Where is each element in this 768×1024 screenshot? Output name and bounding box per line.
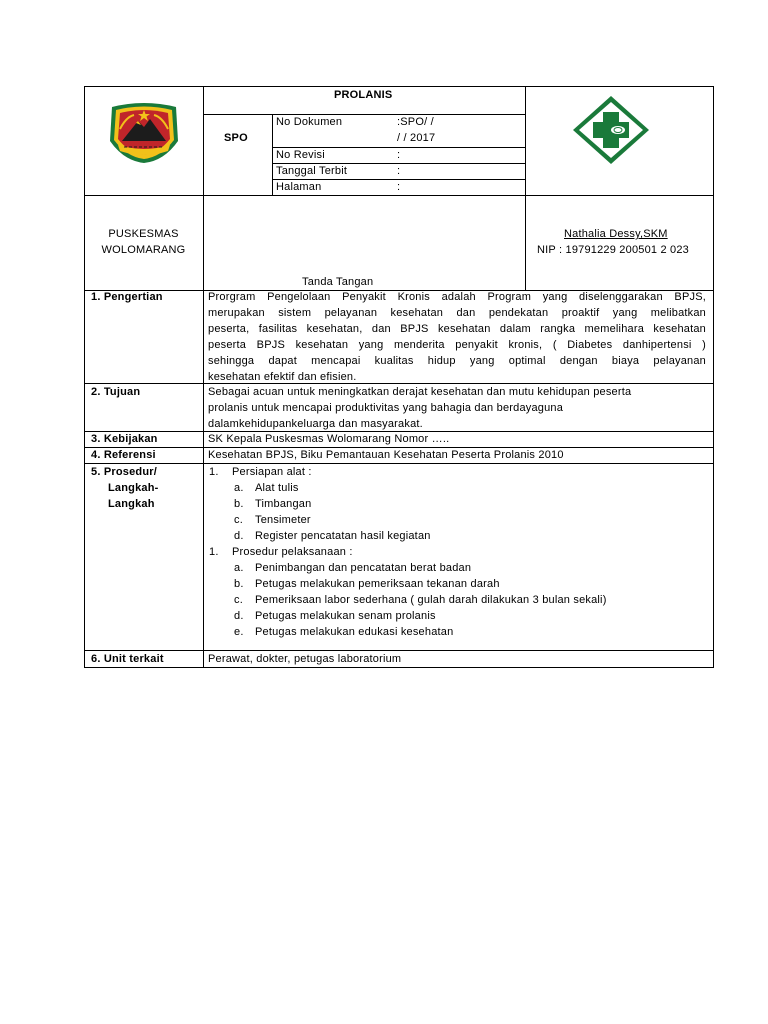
- signer-name: Nathalia Dessy,SKM: [564, 228, 668, 240]
- border-left: [84, 86, 85, 668]
- tujuan-label: 2. Tujuan: [91, 386, 141, 398]
- halaman-value: :: [397, 181, 401, 193]
- list-item: Tensimeter: [255, 514, 311, 526]
- pengertian-text: Prorgram Pengelolaan Penyakit Kronis adalah Program yang diselenggarakan BPJS, merupakan sistem pelayanan kesehatan dan pendekatan proaktif yang melibatkan peserta, fasilitas kesehatan, dan BPJS kesehatan dalam rangka memelihara kesehatan peserta BPJS kesehatan yang menderita penyakit kronis, ( Diabetes danhipertensi ) sehingga dapat mencapai kualitas hidup yang optimal dengan biaya pelayanan kesehatan efektif dan efisien.: [208, 291, 706, 383]
- referensi-label: 4. Referensi: [91, 449, 156, 461]
- divider: [203, 290, 204, 668]
- list-letter: b.: [234, 578, 244, 590]
- no-revisi-value: :: [397, 149, 401, 161]
- divider: [84, 195, 714, 196]
- signature-label: Tanda Tangan: [302, 276, 374, 288]
- list-group-title: Persiapan alat :: [232, 466, 312, 478]
- list-number: 1.: [209, 466, 219, 478]
- list-letter: e.: [234, 626, 244, 638]
- unit-terkait-text: Perawat, dokter, petugas laboratorium: [208, 653, 402, 665]
- tanggal-terbit-value: :: [397, 165, 401, 177]
- puskesmas-green-cross-logo: [565, 92, 657, 168]
- list-group-title: Prosedur pelaksanaan :: [232, 546, 353, 558]
- list-item: Register pencatatan hasil kegiatan: [255, 530, 431, 542]
- list-letter: a.: [234, 482, 244, 494]
- list-item: Timbangan: [255, 498, 312, 510]
- kebijakan-text: SK Kepala Puskesmas Wolomarang Nomor …..: [208, 433, 450, 445]
- tujuan-line-1: Sebagai acuan untuk meningkatkan derajat kesehatan dan mutu kehidupan peserta: [208, 386, 632, 398]
- no-dokumen-label: No Dokumen: [276, 116, 343, 128]
- list-letter: d.: [234, 610, 244, 622]
- list-letter: c.: [234, 514, 243, 526]
- list-letter: b.: [234, 498, 244, 510]
- halaman-label: Halaman: [276, 181, 322, 193]
- list-item: Alat tulis: [255, 482, 299, 494]
- border-bottom: [84, 667, 714, 668]
- divider: [525, 86, 526, 291]
- list-item: Petugas melakukan senam prolanis: [255, 610, 436, 622]
- divider: [203, 86, 204, 291]
- tujuan-line-2: prolanis untuk mencapai produktivitas yang bahagia dan berdayaguna: [208, 402, 564, 414]
- list-letter: a.: [234, 562, 244, 574]
- prosedur-label-2: Langkah-: [108, 482, 159, 494]
- no-dokumen-value-2: / / 2017: [397, 132, 436, 144]
- unit-terkait-label: 6. Unit terkait: [91, 653, 164, 665]
- list-item: Penimbangan dan pencatatan berat badan: [255, 562, 472, 574]
- list-number: 1.: [209, 546, 219, 558]
- institution-line-2: WOLOMARANG: [101, 244, 186, 256]
- kebijakan-label: 3. Kebijakan: [91, 433, 158, 445]
- regency-crest-logo: [104, 101, 184, 165]
- prosedur-label-3: Langkah: [108, 498, 155, 510]
- prosedur-label-1: 5. Prosedur/: [91, 466, 157, 478]
- border-right: [713, 86, 714, 668]
- divider: [84, 463, 714, 464]
- tujuan-line-3: dalamkehidupankeluarga dan masyarakat.: [208, 418, 423, 430]
- signer-nip: NIP : 19791229 200501 2 023: [537, 244, 689, 256]
- divider: [272, 114, 273, 196]
- institution-line-1: PUSKESMAS: [108, 228, 179, 240]
- referensi-text: Kesehatan BPJS, Biku Pemantauan Kesehatan Peserta Prolanis 2010: [208, 449, 564, 461]
- no-revisi-label: No Revisi: [276, 149, 325, 161]
- tanggal-terbit-label: Tanggal Terbit: [276, 165, 348, 177]
- list-letter: d.: [234, 530, 244, 542]
- no-dokumen-value: :SPO/ /: [397, 116, 434, 128]
- divider: [203, 114, 525, 115]
- list-item: Petugas melakukan edukasi kesehatan: [255, 626, 454, 638]
- list-letter: c.: [234, 594, 243, 606]
- spo-label: SPO: [224, 132, 248, 144]
- pengertian-label: 1. Pengertian: [91, 291, 163, 303]
- list-item: Pemeriksaan labor sederhana ( gulah darah dilakukan 3 bulan sekali): [255, 594, 607, 606]
- list-item: Petugas melakukan pemeriksaan tekanan darah: [255, 578, 500, 590]
- document-title: PROLANIS: [334, 89, 393, 101]
- border-top: [84, 86, 714, 87]
